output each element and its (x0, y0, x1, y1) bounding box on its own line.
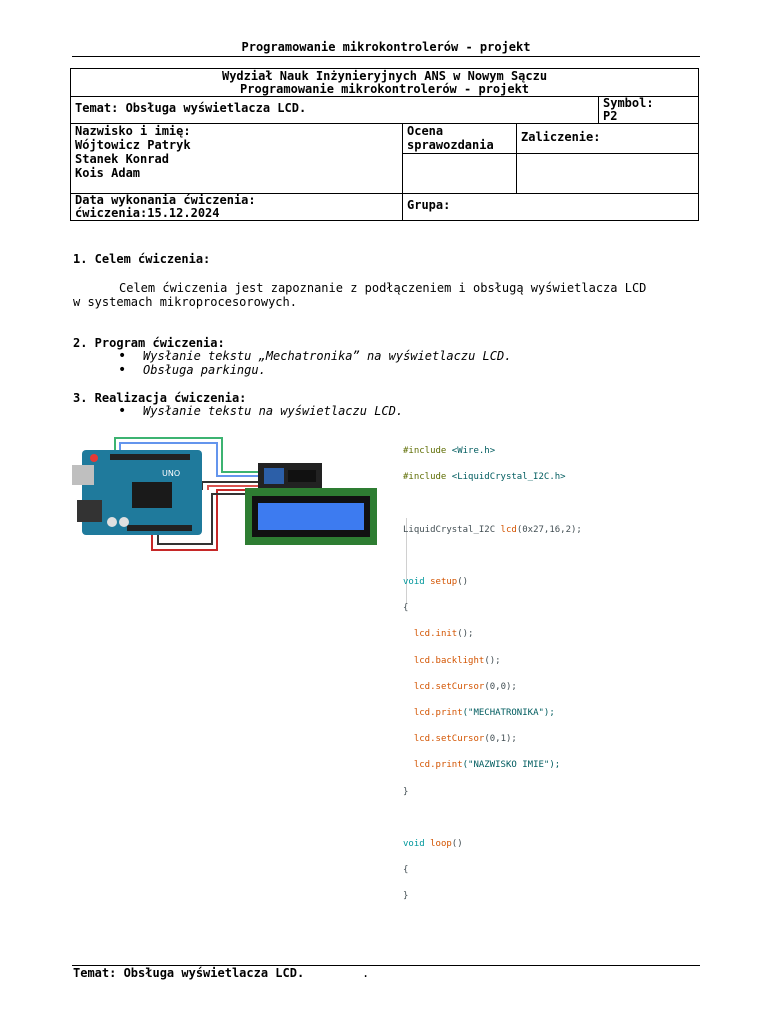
code-token: void (403, 838, 425, 849)
names-label: Nazwisko i imię: (75, 124, 191, 138)
code-token: () (451, 838, 463, 849)
code-line (403, 733, 593, 746)
list-item: • Obsługa parkingu. (118, 364, 511, 378)
code-token: #include (403, 472, 447, 483)
section-1-text-line-1: Celem ćwiczenia jest zapoznanie z podłączeniem i obsługą wyświetlacza LCD (119, 281, 647, 295)
footer-topic: Temat: Obsługa wyświetlacza LCD. (73, 966, 305, 980)
topic-cell (71, 97, 599, 124)
board-label: UNO (162, 469, 181, 478)
section-2-list (118, 350, 511, 378)
code-line (403, 445, 593, 458)
date-cell (71, 194, 403, 221)
code-token: lcd. (413, 655, 436, 666)
code-token: lcd. (413, 629, 436, 640)
list-item: • Wysłanie tekstu „Mechatronika” na wyświetlaczu LCD. (118, 350, 511, 364)
names-cell (71, 124, 403, 194)
credit-value-cell (517, 154, 699, 194)
code-line (403, 524, 593, 537)
credit-label: Zaliczenie: (521, 130, 601, 144)
code-token: void (403, 577, 425, 588)
code-token: init (435, 629, 458, 640)
info-title-cell (71, 69, 699, 97)
code-line (403, 628, 593, 641)
arduino-board (72, 450, 202, 535)
faculty-name: Wydział Nauk Inżynieryjnych ANS w Nowym Sączu (221, 69, 548, 83)
code-token: lcd. (413, 681, 436, 692)
grade-label-1: Ocena (407, 124, 444, 138)
footer-dot: . (362, 966, 370, 980)
code-line (403, 786, 593, 799)
code-line (403, 707, 593, 720)
code-token: (); (457, 629, 474, 640)
code-token: } (403, 786, 409, 797)
code-line (403, 602, 593, 615)
header-divider (72, 56, 700, 57)
credit-label-cell (517, 124, 699, 154)
group-cell (403, 194, 699, 221)
code-token: lcd. (413, 734, 436, 745)
code-line (403, 812, 593, 825)
code-token: <LiquidCrystal_I2C.h> (451, 472, 566, 483)
code-token: loop (430, 838, 452, 849)
section-1-title: 1. Celem ćwiczenia: (73, 252, 211, 266)
code-line (403, 864, 593, 877)
date-label: Data wykonania ćwiczenia: (75, 193, 256, 207)
i2c-module (258, 463, 322, 490)
code-token: } (403, 891, 409, 902)
code-line (403, 838, 593, 851)
name-2: Stanek Konrad (75, 152, 169, 166)
code-token: setCursor (435, 734, 485, 745)
topic-text: Temat: Obsługa wyświetlacza LCD. (75, 101, 307, 115)
code-token: backlight (435, 655, 485, 666)
code-token: (); (484, 655, 501, 666)
running-header: Programowanie mikrokontrolerów - projekt (241, 40, 531, 54)
code-token: { (403, 603, 409, 614)
code-token: LiquidCrystal_I2C (403, 524, 496, 535)
code-token: ("MECHATRONIKA"); (462, 707, 555, 718)
date-value: ćwiczenia:15.12.2024 (75, 206, 220, 220)
grade-value-cell (403, 154, 517, 194)
code-line (403, 497, 593, 510)
code-token: lcd (500, 524, 517, 535)
code-token: () (457, 577, 469, 588)
code-line (403, 471, 593, 484)
symbol-cell (599, 97, 699, 124)
group-label: Grupa: (407, 198, 451, 212)
section-3-title: 3. Realizacja ćwiczenia: (73, 391, 247, 405)
code-line (403, 576, 593, 589)
code-line (403, 655, 593, 668)
name-3: Kois Adam (75, 166, 141, 180)
info-table (70, 68, 699, 221)
code-token: print (435, 760, 463, 771)
symbol-label: Symbol: (603, 96, 654, 110)
code-token: #include (403, 446, 447, 457)
code-line (403, 890, 593, 903)
section-1-text-line-2: w systemach mikroprocesorowych. (73, 295, 297, 309)
code-token: print (435, 707, 463, 718)
code-token: <Wire.h> (451, 446, 496, 457)
code-line (403, 759, 593, 772)
code-line (403, 681, 593, 694)
code-token: ("NAZWISKO IMIE"); (462, 760, 561, 771)
code-line (403, 550, 593, 563)
lcd-display (245, 488, 377, 545)
course-name: Programowanie mikrokontrolerów - projekt (240, 82, 530, 96)
code-token: (0,0); (484, 681, 517, 692)
code-block (403, 432, 593, 916)
wiring-diagram (72, 430, 382, 555)
code-token: setup (430, 577, 458, 588)
list-item: • Wysłanie tekstu na wyświetlaczu LCD. (118, 405, 403, 419)
symbol-value: P2 (603, 109, 618, 123)
code-token: { (403, 865, 409, 876)
section-2-title: 2. Program ćwiczenia: (73, 336, 225, 350)
code-token: (0x27,16,2); (516, 524, 582, 535)
code-token: lcd. (413, 707, 436, 718)
section-3-list (118, 405, 403, 419)
grade-label-cell (403, 124, 517, 154)
name-1: Wójtowicz Patryk (75, 138, 191, 152)
code-token: lcd. (413, 760, 436, 771)
code-token: setCursor (435, 681, 485, 692)
code-token: (0,1); (484, 734, 517, 745)
grade-label-2: sprawozdania (407, 138, 494, 152)
